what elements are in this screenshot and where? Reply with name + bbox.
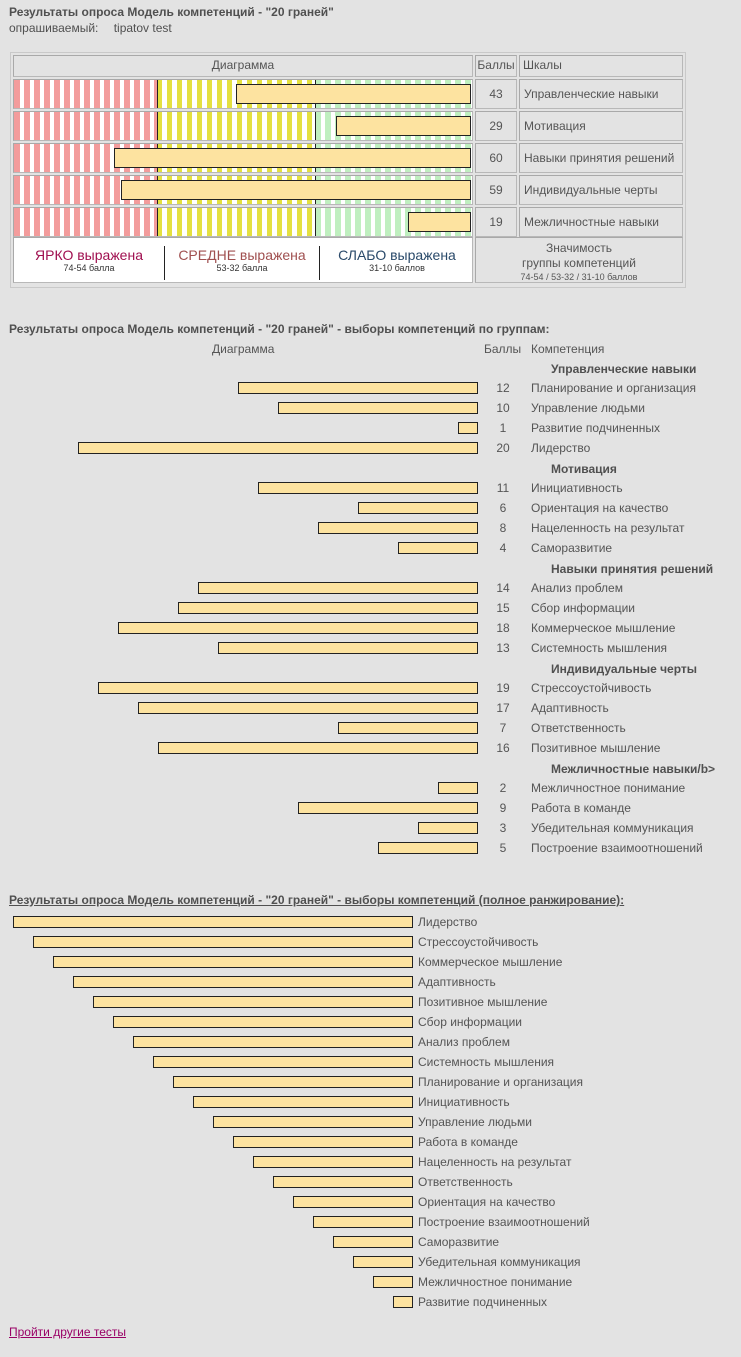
ranking-label: Построение взаимоотношений [418, 1215, 590, 1229]
competence-bar [258, 482, 478, 494]
competence-row [0, 578, 741, 598]
competence-label: Стрессоустойчивость [531, 681, 652, 695]
ranking-row [0, 1232, 741, 1252]
competence-bar [398, 542, 478, 554]
competence-score: 5 [499, 841, 507, 855]
ranking-bar [373, 1276, 413, 1288]
competence-bar [318, 522, 478, 534]
score-header: Баллы [475, 55, 517, 77]
scale-bar [408, 212, 471, 232]
competence-row [0, 518, 741, 538]
competence-row [0, 418, 741, 438]
competence-score: 10 [496, 401, 510, 415]
zone-strong [14, 112, 157, 140]
section2-diagram-header: Диаграмма [212, 342, 275, 356]
ranking-label: Ответственность [418, 1175, 513, 1189]
competence-label: Саморазвитие [531, 541, 613, 555]
page-title: Результаты опроса Модель компетенций - "20 граней" [9, 5, 334, 19]
competence-label: Развитие подчиненных [531, 421, 660, 435]
ranking-label: Анализ проблем [418, 1035, 510, 1049]
zone-divider [157, 112, 158, 140]
legend-weak [320, 238, 474, 282]
competence-label: Построение взаимоотношений [531, 841, 703, 855]
competence-label: Работа в команде [531, 801, 631, 815]
competence-score: 13 [496, 641, 510, 655]
respondent-line [9, 21, 172, 35]
competence-score: 9 [499, 801, 507, 815]
scale-label: Индивидуальные черты [519, 175, 683, 205]
scale-diagram-row [13, 79, 473, 109]
competence-bar [138, 702, 478, 714]
ranking-label: Системность мышления [418, 1055, 555, 1069]
competence-label: Ответственность [531, 721, 626, 735]
ranking-bar [33, 936, 413, 948]
ranking-label: Нацеленность на результат [418, 1155, 572, 1169]
competence-row [0, 638, 741, 658]
ranking-bar [53, 956, 413, 968]
competence-score: 18 [496, 621, 510, 635]
ranking-bar [273, 1176, 413, 1188]
competence-row [0, 378, 741, 398]
legend-strong-label: ЯРКО выражена [35, 247, 143, 263]
scale-label: Мотивация [519, 111, 683, 141]
scale-score: 59 [475, 175, 517, 205]
ranking-row [0, 1212, 741, 1232]
zone-strong [14, 208, 157, 236]
ranking-label: Инициативность [418, 1095, 510, 1109]
competence-row [0, 698, 741, 718]
ranking-bar [253, 1156, 413, 1168]
competence-bar [178, 602, 478, 614]
competence-bar [118, 622, 478, 634]
zone-divider [315, 208, 316, 236]
ranking-label: Адаптивность [418, 975, 496, 989]
competence-row [0, 838, 741, 858]
competence-row [0, 798, 741, 818]
ranking-label: Планирование и организация [418, 1075, 583, 1089]
competence-score: 11 [496, 481, 510, 495]
competence-row [0, 538, 741, 558]
ranking-bar [213, 1116, 413, 1128]
respondent-label: опрашиваемый: [9, 21, 99, 35]
competence-score: 2 [499, 781, 507, 795]
ranking-row [0, 1272, 741, 1292]
competence-bar [98, 682, 478, 694]
competence-label: Межличностное понимание [531, 781, 686, 795]
ranking-row [0, 1072, 741, 1092]
scale-diagram-row [13, 111, 473, 141]
significance-line3: 74-54 / 53-32 / 31-10 баллов [520, 272, 638, 282]
competence-label: Ориентация на качество [531, 501, 669, 515]
competence-label: Управление людьми [531, 401, 645, 415]
ranking-label: Развитие подчиненных [418, 1295, 547, 1309]
competence-bar [378, 842, 478, 854]
ranking-bar [13, 916, 413, 928]
scale-diagram-row [13, 175, 473, 205]
competence-score: 6 [499, 501, 507, 515]
ranking-label: Управление людьми [418, 1115, 532, 1129]
competence-label: Планирование и организация [531, 381, 696, 395]
competence-score: 1 [499, 421, 507, 435]
scale-diagram-row [13, 207, 473, 237]
scale-diagram-row [13, 143, 473, 173]
competence-bar [278, 402, 478, 414]
ranking-row [0, 932, 741, 952]
ranking-bar [233, 1136, 413, 1148]
ranking-bar [293, 1196, 413, 1208]
ranking-row [0, 952, 741, 972]
ranking-row [0, 1092, 741, 1112]
competence-bar [298, 802, 478, 814]
ranking-label: Ориентация на качество [418, 1195, 556, 1209]
competence-bar [338, 722, 478, 734]
legend-weak-label: СЛАБО выражена [338, 247, 456, 263]
competence-row [0, 398, 741, 418]
ranking-row [0, 1292, 741, 1312]
scale-score: 60 [475, 143, 517, 173]
competence-label: Системность мышления [531, 641, 668, 655]
ranking-row [0, 1032, 741, 1052]
competence-row [0, 738, 741, 758]
scale-bar [121, 180, 471, 200]
ranking-label: Коммерческое мышление [418, 955, 563, 969]
scale-score: 29 [475, 111, 517, 141]
section3-title: Результаты опроса Модель компетенций - "20 граней" - выборы компетенций (полное ранжирование): [9, 893, 625, 907]
ranking-row [0, 1192, 741, 1212]
scales-header: Шкалы [519, 55, 683, 77]
ranking-bar [193, 1096, 413, 1108]
competence-row [0, 818, 741, 838]
competence-label: Адаптивность [531, 701, 609, 715]
competence-row [0, 478, 741, 498]
legend-weak-range: 31-10 баллов [369, 263, 425, 273]
ranking-row [0, 1152, 741, 1172]
competence-bar [438, 782, 478, 794]
group-heading: Мотивация [551, 462, 617, 476]
competence-score: 3 [499, 821, 507, 835]
significance-note [475, 237, 683, 283]
ranking-bar [313, 1216, 413, 1228]
ranking-label: Работа в команде [418, 1135, 518, 1149]
group-heading: Индивидуальные черты [551, 662, 698, 676]
ranking-row [0, 1252, 741, 1272]
legend-medium [165, 238, 319, 282]
competence-bar [418, 822, 478, 834]
ranking-bar [113, 1016, 413, 1028]
section2-competence-header: Компетенция [531, 342, 605, 356]
zone-divider [157, 208, 158, 236]
diagram-header: Диаграмма [13, 55, 473, 77]
legend-strong [14, 238, 164, 282]
ranking-row [0, 1012, 741, 1032]
section2-title: Результаты опроса Модель компетенций - "20 граней" - выборы компетенций по группам: [9, 322, 550, 336]
competence-bar [78, 442, 478, 454]
competence-label: Коммерческое мышление [531, 621, 676, 635]
ranking-label: Саморазвитие [418, 1235, 500, 1249]
scale-score: 19 [475, 207, 517, 237]
competence-row [0, 678, 741, 698]
competence-label: Нацеленность на результат [531, 521, 685, 535]
competence-label: Сбор информации [531, 601, 635, 615]
competence-score: 8 [499, 521, 507, 535]
zone-strong [14, 80, 157, 108]
scale-bar [114, 148, 471, 168]
zone-divider [157, 80, 158, 108]
zone-medium [157, 208, 314, 236]
group-heading: Межличностные навыки/b> [551, 762, 716, 776]
other-tests-link[interactable]: Пройти другие тесты [9, 1325, 126, 1339]
competence-bar [238, 382, 478, 394]
group-heading: Управленческие навыки [551, 362, 697, 376]
competence-score: 14 [496, 581, 510, 595]
competence-label: Анализ проблем [531, 581, 623, 595]
ranking-bar [133, 1036, 413, 1048]
ranking-label: Стрессоустойчивость [418, 935, 539, 949]
competence-score: 16 [496, 741, 510, 755]
competence-label: Убедительная коммуникация [531, 821, 694, 835]
ranking-label: Позитивное мышление [418, 995, 548, 1009]
competence-score: 15 [496, 601, 510, 615]
ranking-bar [333, 1236, 413, 1248]
ranking-bar [393, 1296, 413, 1308]
scale-bar [336, 116, 471, 136]
legend-strong-range: 74-54 балла [63, 263, 115, 273]
competence-label: Инициативность [531, 481, 623, 495]
competence-label: Лидерство [531, 441, 591, 455]
competence-score: 4 [499, 541, 507, 555]
competence-bar [158, 742, 478, 754]
respondent-value: tipatov test [113, 21, 172, 35]
competence-row [0, 438, 741, 458]
scale-label: Управленческие навыки [519, 79, 683, 109]
ranking-row [0, 1132, 741, 1152]
competence-row [0, 598, 741, 618]
section2-score-header: Баллы [484, 342, 522, 356]
legend [13, 237, 473, 283]
competence-bar [198, 582, 478, 594]
scale-bar [236, 84, 471, 104]
competence-row [0, 778, 741, 798]
ranking-row [0, 1112, 741, 1132]
ranking-label: Межличностное понимание [418, 1275, 573, 1289]
ranking-row [0, 1172, 741, 1192]
group-heading: Навыки принятия решений [551, 562, 714, 576]
competence-score: 7 [499, 721, 507, 735]
ranking-row [0, 1052, 741, 1072]
competence-row [0, 718, 741, 738]
competence-row [0, 498, 741, 518]
legend-medium-range: 53-32 балла [216, 263, 268, 273]
scale-score: 43 [475, 79, 517, 109]
significance-line1: Значимость [546, 241, 612, 255]
scale-label: Межличностные навыки [519, 207, 683, 237]
legend-medium-label: СРЕДНЕ выражена [178, 247, 306, 263]
competence-bar [458, 422, 478, 434]
ranking-bar [173, 1076, 413, 1088]
competence-score: 20 [496, 441, 510, 455]
zone-medium [157, 112, 314, 140]
competence-score: 12 [496, 381, 510, 395]
ranking-bar [73, 976, 413, 988]
competence-label: Позитивное мышление [531, 741, 661, 755]
competence-bar [358, 502, 478, 514]
competence-bar [218, 642, 478, 654]
ranking-bar [153, 1056, 413, 1068]
ranking-bar [93, 996, 413, 1008]
ranking-label: Сбор информации [418, 1015, 522, 1029]
competence-score: 17 [496, 701, 510, 715]
ranking-row [0, 912, 741, 932]
ranking-row [0, 992, 741, 1012]
zone-divider [315, 112, 316, 140]
ranking-bar [353, 1256, 413, 1268]
significance-line2: группы компетенций [522, 256, 636, 270]
competence-score: 19 [496, 681, 510, 695]
ranking-label: Лидерство [418, 915, 478, 929]
competence-row [0, 618, 741, 638]
scale-label: Навыки принятия решений [519, 143, 683, 173]
scales-table [10, 52, 686, 288]
ranking-row [0, 972, 741, 992]
ranking-label: Убедительная коммуникация [418, 1255, 581, 1269]
